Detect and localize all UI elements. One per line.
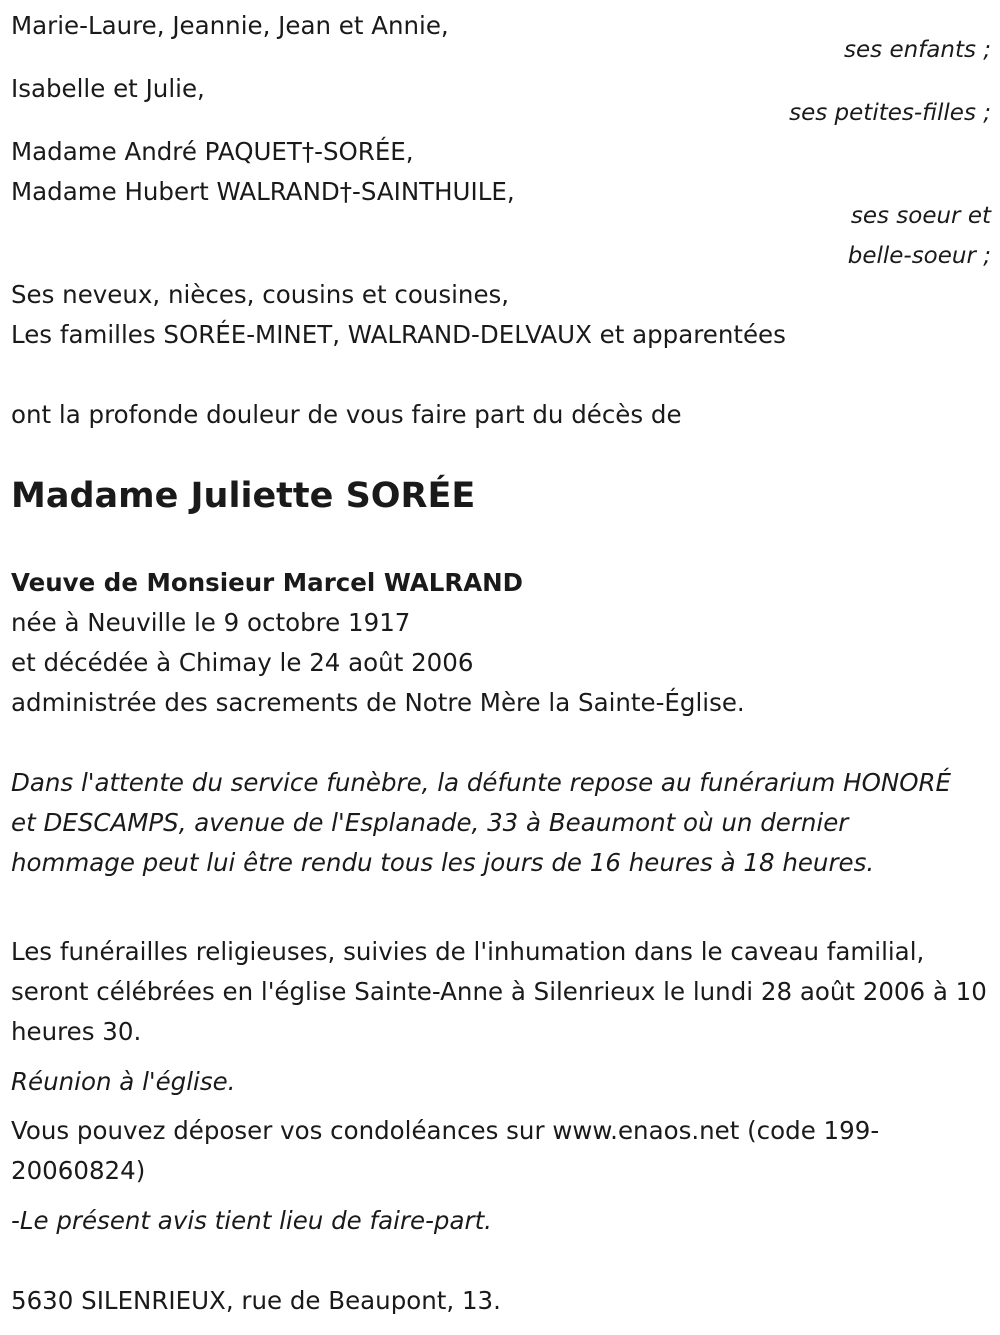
birth-line: née à Neuville le 9 octobre 1917: [11, 608, 411, 637]
address-line: 5630 SILENRIEUX, rue de Beaupont, 13.: [11, 1286, 501, 1315]
grandchildren-label: ses petites-filles ;: [789, 100, 991, 126]
grandchildren-names: Isabelle et Julie,: [11, 74, 205, 103]
condolences-paragraph: Vous pouvez déposer vos condoléances sur www.enaos.net (code 199-20060824): [11, 1116, 880, 1185]
funeral-paragraph: Les funérailles religieuses, suivies de l'inhumation dans le caveau familial, seront célébrées en l'église Sainte-Anne à Silenrieux le lundi 28 août 2006 à 10 heures 30.: [11, 937, 987, 1046]
children-names: Marie-Laure, Jeannie, Jean et Annie,: [11, 11, 449, 40]
deceased-name: Madame Juliette SORÉE: [11, 476, 476, 516]
death-line: et décédée à Chimay le 24 août 2006: [11, 648, 474, 677]
sister-line-2: Madame Hubert WALRAND†-SAINTHUILE,: [11, 177, 515, 206]
funerarium-paragraph: Dans l'attente du service funèbre, la défunte repose au funérarium HONORÉ et DESCAMPS, avenue de l'Esplanade, 33 à Beaumont où un dernier hommage peut lui être rendu tous les jours de 16 heures à 18 heures.: [11, 768, 951, 877]
relatives-line-2: Les familles SORÉE-MINET, WALRAND-DELVAUX et apparentées: [11, 320, 786, 349]
children-label: ses enfants ;: [844, 37, 991, 63]
announcement: ont la profonde douleur de vous faire part du décès de: [11, 400, 682, 429]
notice-line: -Le présent avis tient lieu de faire-part.: [11, 1206, 492, 1235]
reunion-line: Réunion à l'église.: [11, 1067, 236, 1096]
spouse-line: Veuve de Monsieur Marcel WALRAND: [11, 568, 524, 597]
sacraments-line: administrée des sacrements de Notre Mère la Sainte-Église.: [11, 688, 745, 717]
relatives-line-1: Ses neveux, nièces, cousins et cousines,: [11, 280, 510, 309]
sister-label-2: belle-soeur ;: [847, 243, 991, 269]
sister-label-1: ses soeur et: [850, 203, 991, 229]
sister-line-1: Madame André PAQUET†-SORÉE,: [11, 137, 414, 166]
